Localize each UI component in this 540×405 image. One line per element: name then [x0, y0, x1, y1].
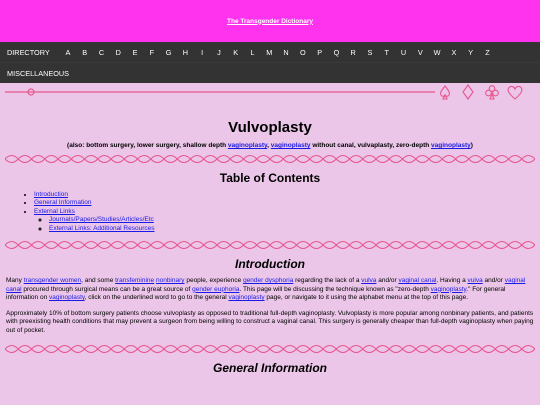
link-gender-dysphoria[interactable]: gender dysphoria: [243, 277, 294, 285]
text: . Having a: [436, 277, 468, 285]
site-header: [0, 0, 540, 42]
nav-letter-q[interactable]: Q: [333, 47, 340, 57]
intro-heading: Introduction: [235, 257, 305, 272]
nav-letter-a[interactable]: A: [65, 47, 71, 57]
nav-row-letters: [0, 42, 540, 62]
ornament-chain-3: [5, 343, 535, 355]
link-vaginal-canal-2[interactable]: vaginal canal: [6, 277, 526, 293]
nav-letter-i[interactable]: I: [201, 47, 204, 57]
aka-text: (also: bottom surgery, lower surgery, shallow depth: [67, 142, 228, 149]
intro-paragraph-1: [6, 277, 534, 303]
text: procured through surgical means can be a great source of: [21, 285, 193, 293]
chain-ornament-icon: [5, 239, 535, 251]
general-info-heading: General Information: [212, 360, 328, 375]
page-title: Vulvoplasty: [228, 119, 312, 136]
diamond-icon: [463, 85, 473, 99]
nav-letter-r[interactable]: R: [350, 47, 356, 57]
text: page, or navigate to it using the alphabet menu at the top of this page.: [264, 294, 469, 302]
link-vaginal-canal[interactable]: vaginal canal: [398, 277, 437, 285]
toc-item: [34, 199, 540, 207]
link-vulva[interactable]: vulva: [361, 277, 377, 285]
spade-icon: [441, 86, 450, 99]
nav-letter-l[interactable]: L: [250, 47, 255, 57]
aka-text: ): [470, 142, 473, 149]
ornament-chain-2: [5, 239, 535, 251]
link-nonbinary[interactable]: nonbinary: [155, 277, 185, 285]
aka-text: ,: [267, 142, 271, 149]
toc-item: [34, 208, 540, 233]
toc-subitem: [49, 216, 540, 224]
nav-letter-k[interactable]: K: [233, 47, 239, 57]
toc-link-journals[interactable]: Journals/Papers/Studies/Articles/Etc: [49, 216, 154, 224]
chain-ornament-icon: [5, 153, 535, 165]
nav-miscellaneous[interactable]: MISCELLANEOUS: [7, 68, 70, 78]
toc-subitem: [49, 225, 540, 233]
nav-letter-c[interactable]: C: [98, 47, 105, 57]
text: ." For general information on: [6, 285, 506, 302]
ornament-divider-top: [5, 83, 535, 101]
nav-letter-v[interactable]: V: [417, 47, 423, 57]
aka-link-vaginoplasty-1[interactable]: vaginoplasty: [227, 142, 268, 149]
nav-letter-g[interactable]: G: [165, 47, 172, 57]
nav-letter-d[interactable]: D: [115, 47, 121, 57]
nav-letter-w[interactable]: W: [433, 47, 441, 57]
nav-row-misc: [0, 62, 540, 83]
toc-heading: Table of Contents: [219, 171, 321, 185]
site-title-link[interactable]: The Transgender Dictionary: [227, 17, 313, 25]
text: , click on the underlined word to go to the general: [84, 294, 229, 302]
nav-letter-m[interactable]: M: [266, 47, 273, 57]
nav-letter-p[interactable]: P: [317, 47, 323, 57]
link-vaginoplasty-3[interactable]: vaginoplasty: [228, 294, 265, 302]
link-vulva-2[interactable]: vulva: [467, 277, 483, 285]
nav-letter-n[interactable]: N: [283, 47, 289, 57]
text: Many: [6, 277, 24, 285]
link-gender-euphoria[interactable]: gender euphoria: [192, 285, 240, 293]
nav-letter-e[interactable]: E: [132, 47, 138, 57]
text: , and some: [81, 277, 116, 285]
table-of-contents: [0, 191, 540, 233]
also-known-as: [0, 142, 540, 149]
nav-letter-h[interactable]: H: [182, 47, 189, 57]
alphabet-nav: [0, 42, 540, 83]
nav-letter-s[interactable]: S: [367, 47, 373, 57]
nav-letter-j[interactable]: J: [217, 47, 221, 57]
text: and/or: [376, 277, 399, 285]
nav-letter-o[interactable]: O: [300, 47, 306, 57]
nav-letter-b[interactable]: B: [82, 47, 88, 57]
text: . This page will be discussing the technique known as "zero-depth: [239, 285, 431, 293]
link-transgender-women[interactable]: transgender women: [23, 277, 82, 285]
link-vaginoplasty-1[interactable]: vaginoplasty: [430, 285, 467, 293]
nav-letter-y[interactable]: Y: [468, 47, 474, 57]
aka-text: without canal, vulvaplasty, zero-depth: [310, 142, 432, 149]
club-icon: [486, 86, 499, 99]
heart-icon: [508, 86, 522, 99]
nav-letter-f[interactable]: F: [149, 47, 155, 57]
link-vaginoplasty-2[interactable]: vaginoplasty: [49, 294, 85, 302]
toc-link-introduction[interactable]: Introduction: [34, 191, 68, 198]
nav-directory[interactable]: DIRECTORY: [7, 47, 50, 57]
nav-letter-x[interactable]: X: [451, 47, 457, 57]
nav-letter-z[interactable]: Z: [485, 47, 490, 57]
text: regarding the lack of a: [293, 277, 362, 285]
intro-paragraph-2: Approximately 10% of bottom surgery patients choose vulvoplasty as opposed to traditional full-depth vaginoplasty. Vulvoplasty is more popular among nonbinary patients, and patients with preexisting health conditions that may prevent a surgeon from being willing to construct a vaginal canal. This surgery is generally cheaper than full-depth vaginoplasty when paying out of pocket.: [6, 309, 534, 334]
nav-letter-t[interactable]: T: [384, 47, 389, 57]
nav-letter-u[interactable]: U: [400, 47, 407, 57]
toc-link-general-information[interactable]: General Information: [34, 199, 92, 207]
text: and/or: [482, 277, 505, 285]
aka-link-vaginoplasty-2[interactable]: vaginoplasty: [270, 142, 311, 149]
ornament-chain-1: [5, 153, 535, 165]
chain-ornament-icon: [5, 343, 535, 355]
link-transfeminine[interactable]: transfeminine: [115, 277, 155, 285]
text: people, experience: [184, 277, 244, 285]
toc-link-external-links[interactable]: External Links: [34, 207, 75, 215]
toc-item: [34, 191, 540, 199]
aka-link-vaginoplasty-3[interactable]: vaginoplasty: [431, 142, 471, 149]
toc-link-additional-resources[interactable]: External Links: Additional Resources: [49, 224, 155, 232]
